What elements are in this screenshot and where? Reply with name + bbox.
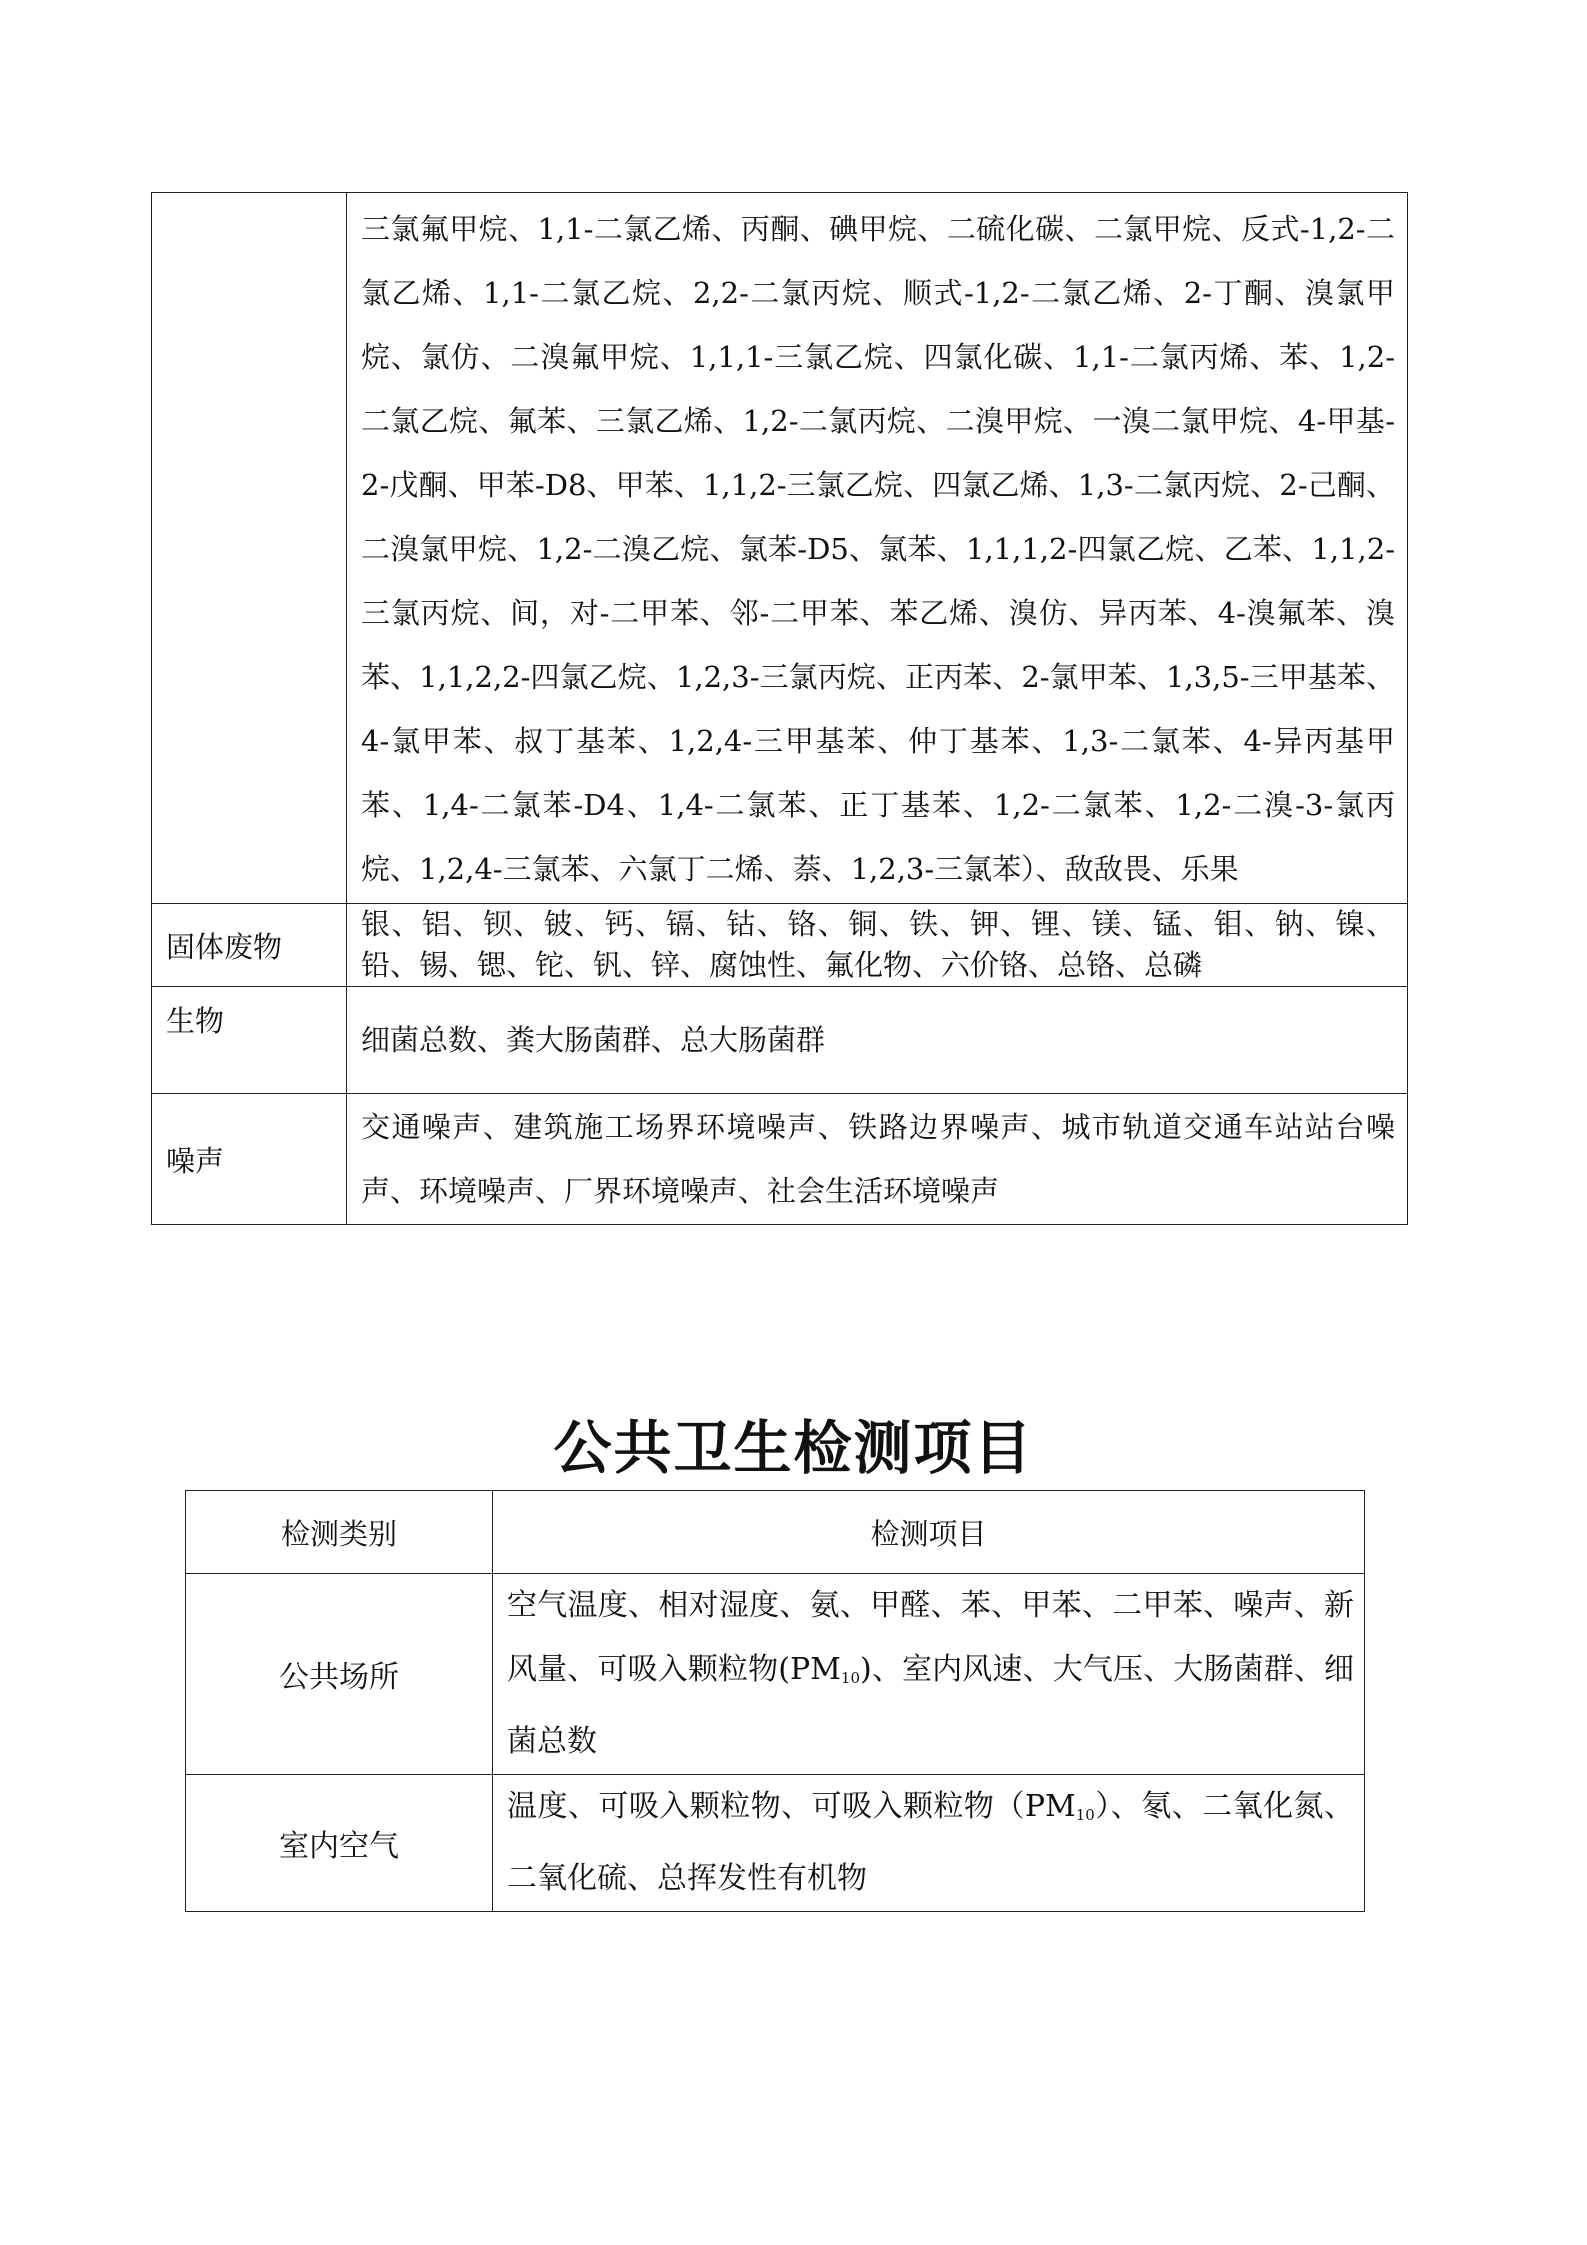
items-cell [493, 1574, 1365, 1775]
items-text: ）、氡、二氧化氮、二氧化硫、总挥发性有机物 [507, 1789, 1354, 1896]
table-row [152, 904, 1408, 987]
table-header-row [186, 1491, 1365, 1574]
items-text: )、室内风速、大气压、大肠菌群、细菌总数 [507, 1652, 1354, 1759]
table-row [152, 987, 1408, 1094]
items-text: 温度、可吸入颗粒物、可吸入颗粒物（PM [507, 1789, 1076, 1824]
public-health-table [185, 1490, 1365, 1912]
header-category: 检测类别 [186, 1491, 493, 1574]
category-cell: 噪声 [152, 1094, 347, 1225]
subscript: 10 [1075, 1806, 1095, 1824]
table-row [152, 1094, 1408, 1225]
category-cell: 公共场所 [186, 1574, 493, 1775]
header-items: 检测项目 [493, 1491, 1365, 1574]
items-cell: 三氯氟甲烷、1,1-二氯乙烯、丙酮、碘甲烷、二硫化碳、二氯甲烷、反式-1,2-二氯乙烯、1,1-二氯乙烷、2,2-二氯丙烷、顺式-1,2-二氯乙烯、2-丁酮、溴氯甲烷、氯仿、二溴氟甲烷、1,1,1-三氯乙烷、四氯化碳、1,1-二氯丙烯、苯、1,2-二氯乙烷、氟苯、三氯乙烯、1,2-二氯丙烷、二溴甲烷、一溴二氯甲烷、4-甲基-2-戊酮、甲苯-D8、甲苯、1,1,2-三氯乙烷、四氯乙烯、1,3-二氯丙烷、2-己酮、二溴氯甲烷、1,2-二溴乙烷、氯苯-D5、氯苯、1,1,1,2-四氯乙烷、乙苯、1,1,2-三氯丙烷、间，对-二甲苯、邻-二甲苯、苯乙烯、溴仿、异丙苯、4-溴氟苯、溴苯、1,1,2,2-四氯乙烷、1,2,3-三氯丙烷、正丙苯、2-氯甲苯、1,3,5-三甲基苯、4-氯甲苯、叔丁基苯、1,2,4-三甲基苯、仲丁基苯、1,3-二氯苯、4-异丙基甲苯、1,4-二氯苯-D4、1,4-二氯苯、正丁基苯、1,2-二氯苯、1,2-二溴-3-氯丙烷、1,2,4-三氯苯、六氯丁二烯、萘、1,2,3-三氯苯）、敌敌畏、乐果 [347, 193, 1408, 904]
table-row [186, 1775, 1365, 1912]
items-text: 空气温度、相对湿度、氨、甲醛、苯、甲苯、二甲苯、噪声、新风量、可吸入颗粒物(PM [507, 1588, 1354, 1687]
environment-monitoring-table [151, 192, 1408, 1225]
items-cell [493, 1775, 1365, 1912]
category-cell: 固体废物 [152, 904, 347, 987]
items-cell: 交通噪声、建筑施工场界环境噪声、铁路边界噪声、城市轨道交通车站站台噪声、环境噪声、厂界环境噪声、社会生活环境噪声 [347, 1094, 1408, 1225]
category-cell: 室内空气 [186, 1775, 493, 1912]
items-cell: 银、铝、钡、铍、钙、镉、钴、铬、铜、铁、钾、锂、镁、锰、钼、钠、镍、铅、锡、锶、铊、钒、锌、腐蚀性、氟化物、六价铬、总铬、总磷 [347, 904, 1408, 987]
category-cell [152, 193, 347, 904]
table-row [186, 1574, 1365, 1775]
table-row [152, 193, 1408, 904]
section-title: 公共卫生检测项目 [553, 1414, 1034, 1482]
category-cell: 生物 [152, 987, 347, 1094]
subscript: 10 [840, 1669, 860, 1687]
items-cell: 细菌总数、粪大肠菌群、总大肠菌群 [347, 987, 1408, 1094]
